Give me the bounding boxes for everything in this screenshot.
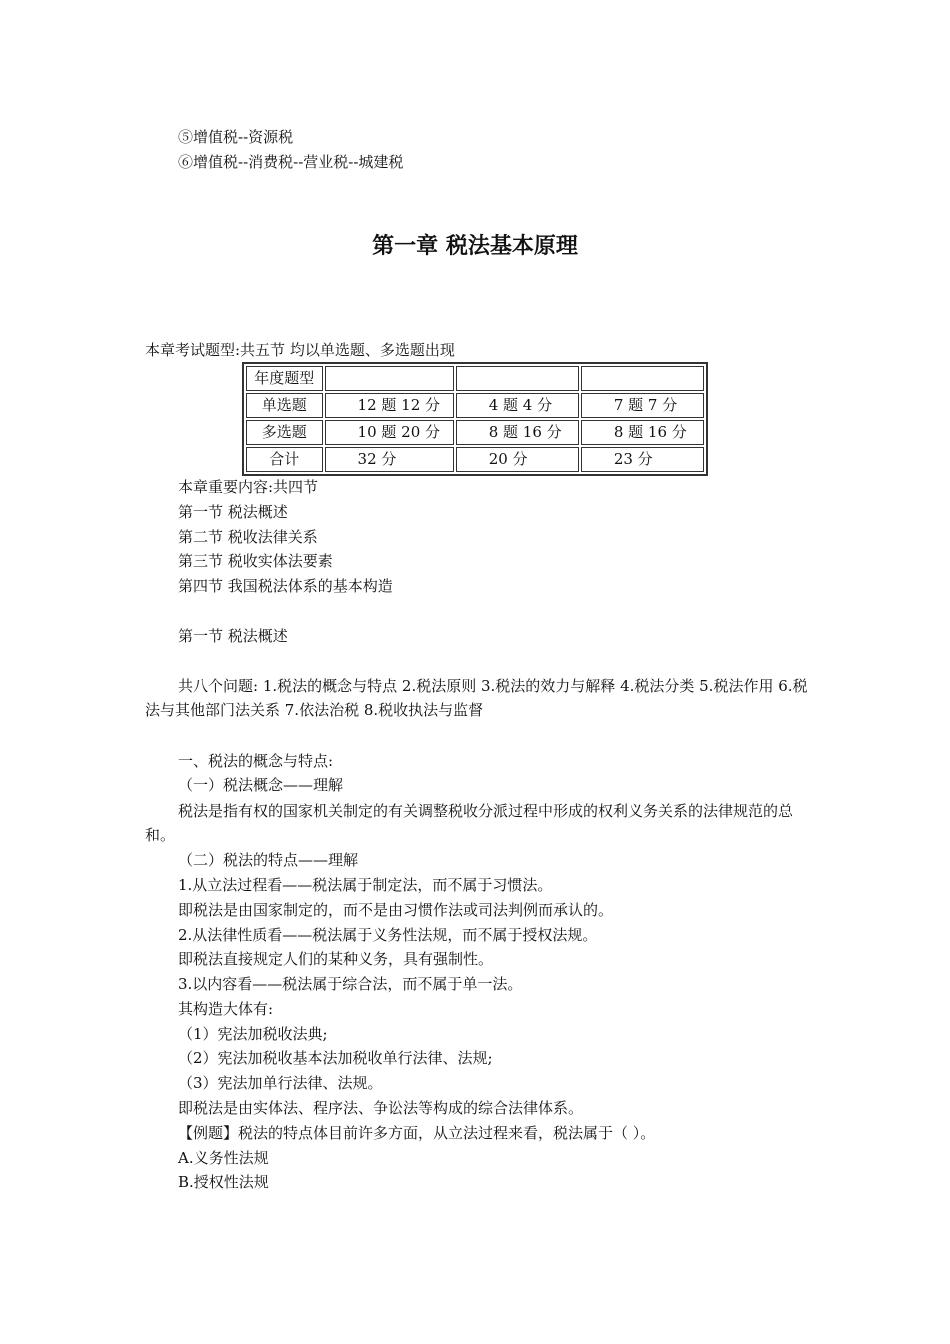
section-heading: 第一节 税法概述	[178, 627, 288, 645]
option-b: B.授权性法规	[178, 1173, 269, 1191]
section-item: 第四节 我国税法体系的基本构造	[178, 577, 393, 595]
table-cell: 年度题型	[246, 366, 323, 391]
table-cell: 8 题 16 分	[456, 420, 579, 445]
chapter-title: 第一章 税法基本原理	[372, 234, 578, 259]
table-row	[246, 447, 704, 472]
intro-line-6: ⑥增值税--消费税--营业税--城建税	[178, 153, 404, 171]
table-cell	[581, 366, 704, 391]
section-item: 第二节 税收法律关系	[178, 528, 318, 546]
table-row	[246, 393, 704, 418]
feature-line: （2）宪法加税收基本法加税收单行法律、法规;	[178, 1049, 493, 1067]
feature-line: 3.以内容看——税法属于综合法，而不属于单一法。	[178, 975, 523, 993]
feature-line: 即税法是由实体法、程序法、争讼法等构成的综合法律体系。	[178, 1099, 584, 1117]
table-cell: 4 题 4 分	[456, 393, 579, 418]
feature-line: 2.从法律性质看——税法属于义务性法规，而不属于授权法规。	[178, 926, 598, 944]
table-cell	[325, 366, 454, 391]
option-a: A.义务性法规	[178, 1149, 269, 1167]
table-row	[246, 366, 704, 391]
table-cell: 20 分	[456, 447, 579, 472]
feature-line: 即税法是由国家制定的，而不是由习惯作法或司法判例而承认的。	[178, 901, 614, 919]
sub-heading: （二）税法的特点——理解	[178, 851, 359, 869]
table-cell: 8 题 16 分	[581, 420, 704, 445]
example-question: 【例题】税法的特点体目前许多方面，从立法过程来看，税法属于（ ）。	[178, 1124, 656, 1142]
section-item: 第一节 税法概述	[178, 503, 288, 521]
important-heading: 本章重要内容:共四节	[178, 478, 319, 496]
problems-paragraph: 共八个问题: 1.税法的概念与特点 2.税法原则 3.税法的效力与解释 4.税法分类 5.税法作用 6.税法与其他部门法关系 7.依法治税 8.税收执法与监督	[145, 677, 808, 719]
feature-line: 即税法直接规定人们的某种义务，具有强制性。	[178, 950, 494, 968]
table-cell: 23 分	[581, 447, 704, 472]
sub-heading: （一）税法概念——理解	[178, 776, 344, 794]
table-cell: 7 题 7 分	[581, 393, 704, 418]
exam-score-table	[242, 362, 708, 476]
table-cell: 10 题 20 分	[325, 420, 454, 445]
table-cell: 单选题	[246, 393, 323, 418]
definition-paragraph: 税法是指有权的国家机关制定的有关调整税收分派过程中形成的权利义务关系的法律规范的总和。	[145, 802, 794, 844]
table-cell: 12 题 12 分	[325, 393, 454, 418]
feature-line: （3）宪法加单行法律、法规。	[178, 1074, 383, 1092]
table-cell: 合计	[246, 447, 323, 472]
section-item: 第三节 税收实体法要素	[178, 552, 333, 570]
exam-note: 本章考试题型:共五节 均以单选题、多选题出现	[145, 341, 455, 359]
feature-line: 1.从立法过程看——税法属于制定法，而不属于习惯法。	[178, 876, 553, 894]
table-cell: 32 分	[325, 447, 454, 472]
intro-line-5: ⑤增值税--资源税	[178, 128, 294, 146]
feature-line: 其构造大体有:	[178, 1000, 274, 1018]
feature-line: （1）宪法加税收法典;	[178, 1025, 328, 1043]
table-cell	[456, 366, 579, 391]
topic-heading: 一、税法的概念与特点:	[178, 752, 334, 770]
table-row	[246, 420, 704, 445]
table-cell: 多选题	[246, 420, 323, 445]
